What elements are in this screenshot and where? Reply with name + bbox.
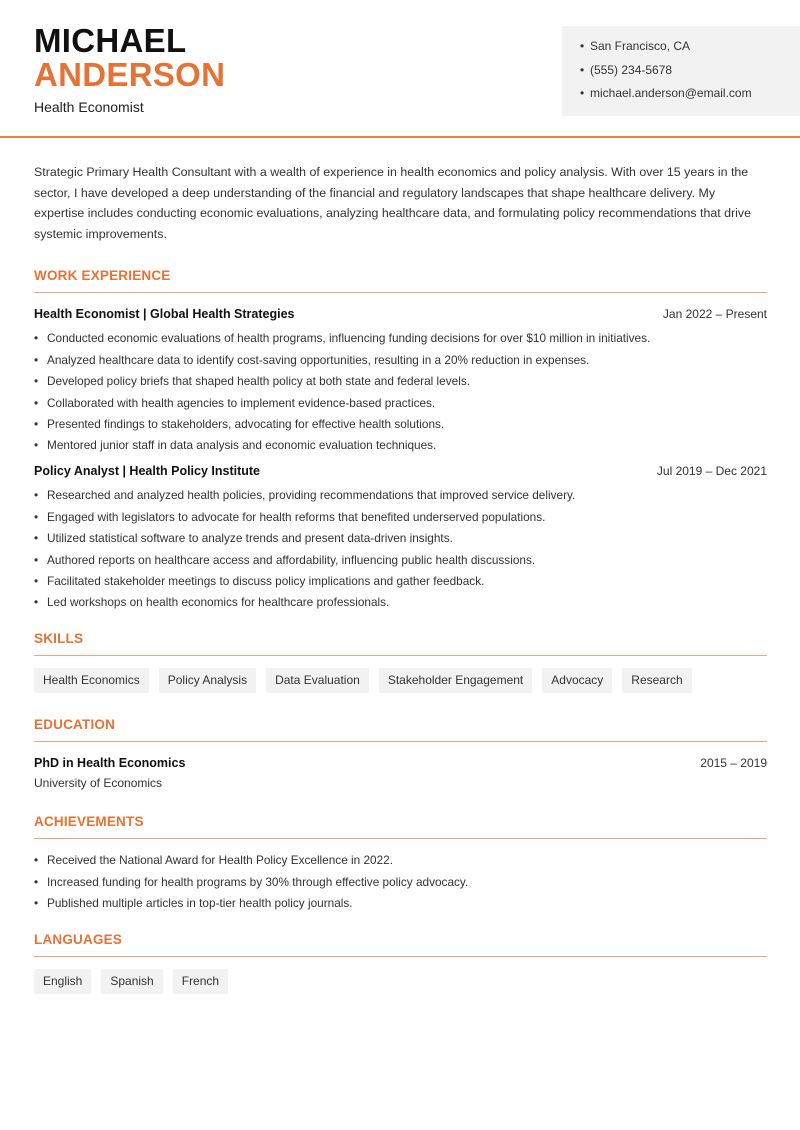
degree-title: PhD in Health Economics (34, 756, 186, 771)
bullet-icon: • (34, 374, 39, 389)
contact-box (562, 26, 800, 116)
list-item (34, 595, 767, 609)
bullet-icon: • (34, 509, 39, 524)
skill-tag: Research (622, 668, 691, 693)
job-bullets (34, 331, 767, 452)
bullet-icon: • (580, 62, 585, 77)
bullet-icon: • (34, 488, 39, 503)
list-item (34, 531, 767, 545)
bullet-icon: • (34, 438, 39, 453)
bullet-icon: • (34, 573, 39, 588)
list-item (34, 331, 767, 345)
skill-tag: Policy Analysis (159, 668, 256, 693)
list-item (34, 396, 767, 410)
list-item-text: Collaborated with health agencies to implement evidence-based practices. (47, 395, 436, 410)
list-item-text: Utilized statistical software to analyze trends and present data-driven insights. (47, 531, 453, 546)
bullet-icon: • (580, 86, 585, 100)
list-item (34, 574, 767, 588)
bullet-icon: • (34, 896, 39, 911)
job-dates: Jan 2022 – Present (662, 307, 767, 322)
job-role: Policy Analyst | Health Policy Institute (34, 464, 261, 479)
list-item-text: Analyzed healthcare data to identify cost-saving opportunities, resulting in a 20% reduction in expenses. (47, 352, 590, 367)
contact-email-text: michael.anderson@email.com (590, 86, 752, 100)
education-dates: 2015 – 2019 (700, 756, 767, 771)
list-item (34, 374, 767, 388)
list-item-text: Researched and analyzed health policies, providing recommendations that improved service delivery. (47, 488, 576, 503)
list-item (34, 875, 767, 889)
list-item (34, 510, 767, 524)
section-title-skills: SKILLS (34, 631, 767, 656)
bullet-icon: • (34, 552, 39, 567)
section-title-languages: LANGUAGES (34, 932, 767, 957)
list-item (34, 417, 767, 431)
list-item-text: Received the National Award for Health Policy Excellence in 2022. (47, 853, 394, 868)
skills-section (34, 631, 767, 693)
summary-paragraph: Strategic Primary Health Consultant with a wealth of experience in health economics and policy analysis. With over 15 years in the sector, I have developed a deep understanding of the financial and regulatory landscapes that shape healthcare delivery. My expertise includes conducting economic evaluations, analyzing healthcare data, and formulating policy recommendations that drive systemic improvements. (34, 165, 752, 241)
list-item-text: Engaged with legislators to advocate for health reforms that benefited underserved populations. (47, 509, 546, 524)
resume-body (34, 162, 767, 994)
bullet-icon: • (34, 395, 39, 410)
list-item-text: Led workshops on health economics for healthcare professionals. (47, 595, 390, 610)
list-item (34, 353, 767, 367)
job-header (34, 307, 767, 321)
job-header (34, 464, 767, 478)
first-name: MICHAEL (34, 22, 187, 59)
section-title-work: WORK EXPERIENCE (34, 268, 767, 293)
work-section (34, 268, 767, 609)
contact-phone-text: (555) 234-5678 (590, 62, 673, 77)
job-bullets (34, 488, 767, 609)
job-role: Health Economist | Global Health Strategies (34, 307, 295, 322)
section-title-achievements: ACHIEVEMENTS (34, 814, 767, 839)
list-item-text: Conducted economic evaluations of health programs, influencing funding decisions for over $10 million in initiatives. (47, 331, 651, 346)
skill-tag: Health Economics (34, 668, 149, 693)
bullet-icon: • (34, 416, 39, 431)
skill-tag: Stakeholder Engagement (379, 668, 532, 693)
bullet-icon: • (34, 331, 39, 346)
education-section (34, 717, 767, 790)
skill-tag: Data Evaluation (266, 668, 369, 693)
list-item (34, 896, 767, 910)
job-title: Health Economist (34, 99, 144, 115)
achievements-list (34, 853, 767, 910)
contact-location-text: San Francisco, CA (590, 39, 691, 53)
list-item (34, 853, 767, 867)
list-item-text: Facilitated stakeholder meetings to discuss policy implications and gather feedback. (47, 573, 485, 588)
contact-location (580, 38, 800, 62)
section-title-education: EDUCATION (34, 717, 767, 742)
achievements-section (34, 814, 767, 910)
bullet-icon: • (34, 874, 39, 889)
list-item-text: Developed policy briefs that shaped health policy at both state and federal levels. (47, 374, 470, 389)
list-item (34, 438, 767, 452)
list-item (34, 553, 767, 567)
bullet-icon: • (34, 595, 39, 610)
list-item-text: Published multiple articles in top-tier health policy journals. (47, 896, 353, 911)
list-item (34, 488, 767, 502)
bullet-icon: • (34, 853, 39, 868)
language-tag: Spanish (101, 969, 162, 994)
bullet-icon: • (580, 39, 585, 53)
contact-phone (580, 62, 800, 86)
list-item-text: Mentored junior staff in data analysis and economic evaluation techniques. (47, 438, 437, 453)
skill-tag: Advocacy (542, 668, 612, 693)
school-name: University of Economics (34, 776, 163, 791)
list-item-text: Presented findings to stakeholders, advocating for effective health solutions. (47, 416, 445, 431)
bullet-icon: • (34, 531, 39, 546)
last-name: ANDERSON (34, 56, 226, 93)
languages-tags (34, 969, 767, 994)
languages-section (34, 932, 767, 994)
contact-email (580, 85, 800, 109)
skills-tags (34, 668, 767, 693)
bullet-icon: • (34, 352, 39, 367)
job-dates: Jul 2019 – Dec 2021 (656, 464, 767, 479)
language-tag: English (34, 969, 91, 994)
list-item-text: Increased funding for health programs by 30% through effective policy advocacy. (47, 874, 469, 889)
list-item-text: Authored reports on healthcare access and affordability, influencing public health discussions. (47, 552, 536, 567)
language-tag: French (173, 969, 228, 994)
education-header (34, 756, 767, 770)
resume-header (0, 0, 800, 138)
